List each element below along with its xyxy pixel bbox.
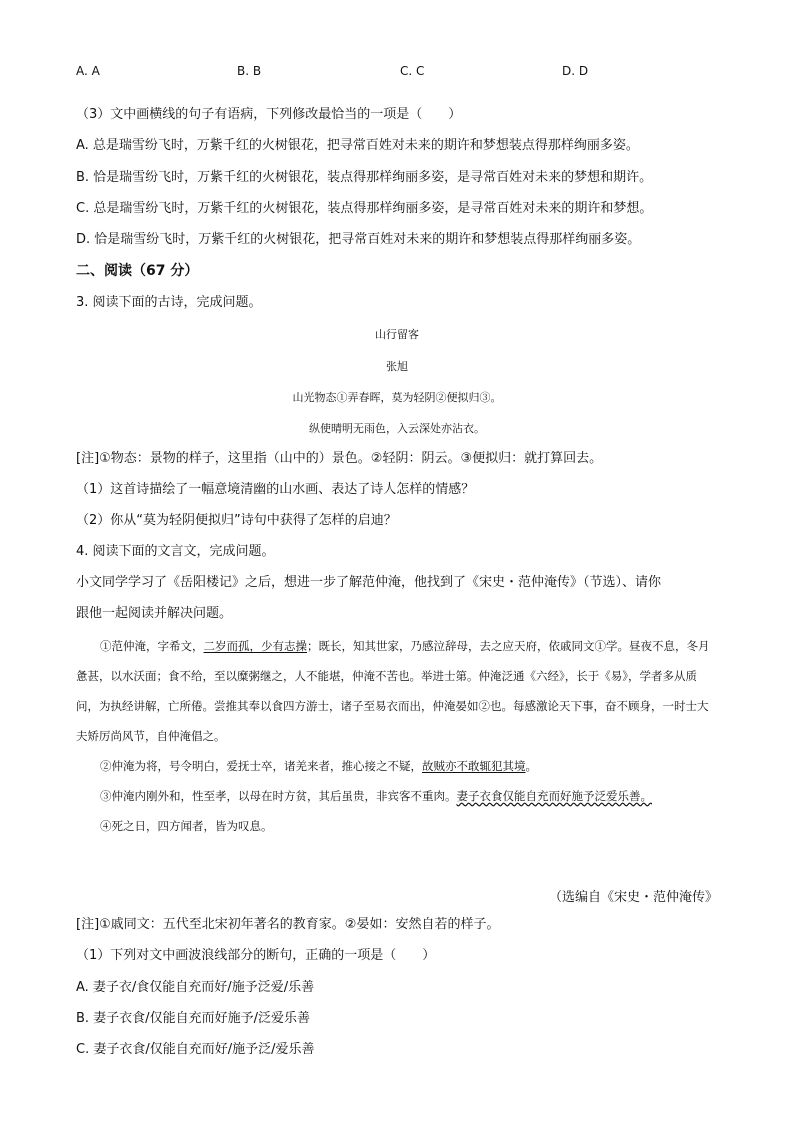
passage-paragraph-2: ②仲淹为将，号令明白，爱抚士卒，诸羌来者，推心接之不疑，故贼亦不敢辄犯其境。 (100, 759, 537, 773)
prose-passage (76, 631, 716, 841)
q3-option-c: C. 总是瑞雪纷飞时，万紫千红的火树银花，装点得那样绚丽多姿，是寻常百姓对未来的期许和梦想。 (76, 201, 653, 216)
option-c: C. C (400, 64, 425, 78)
q3-stem: （3）文中画横线的句子有语病，下列修改最恰当的一项是（ ） (76, 107, 462, 122)
prose-lead-line-2: 跟他一起阅读并解决问题。 (76, 606, 233, 621)
wavy-underlined-sentence: 妻子衣食仅能自充而好施予泛爱乐善。 (456, 789, 652, 803)
passage-paragraph-3: ③仲淹内刚外和，性至孝，以母在时方贫，其后虽贵，非宾客不重肉。妻子衣食仅能自充而好施予泛爱乐善。 (100, 789, 652, 803)
prose-note: [注]①戚同文：五代至北宋初年著名的教育家。②晏如：安然自若的样子。 (76, 917, 500, 932)
passage-paragraph-4: ④死之日，四方闻者，皆为叹息。 (100, 819, 273, 833)
prose-lead-line-1: 小文同学学习了《岳阳楼记》之后，想进一步了解范仲淹，他找到了《宋史・范仲淹传》（节选）、请你 (76, 575, 662, 590)
poem-title: 山行留客 (375, 328, 419, 341)
poem-subquestion-1: （1）这首诗描绘了一幅意境清幽的山水画、表达了诗人怎样的情感？ (76, 482, 475, 497)
prose-option-b: B. 妻子衣食/仅能自充而好施予/泛爱乐善 (76, 1011, 310, 1026)
poem-line-2: 纵使晴明无雨色，入云深处亦沾衣。 (309, 422, 485, 435)
prose-subquestion-1: （1）下列对文中画波浪线部分的断句，正确的一项是（ ） (76, 948, 436, 963)
option-b: B. B (237, 64, 262, 78)
prose-option-a: A. 妻子衣/食仅能自充而好/施予泛爱/乐善 (76, 980, 315, 995)
underlined-phrase: 故贼亦不敢辄犯其境 (422, 759, 526, 773)
option-a: A. A (76, 64, 100, 78)
underlined-phrase: 二岁而孤，少有志操 (203, 639, 307, 653)
passage-source: （选编自《宋史・范仲淹传》 (548, 890, 718, 905)
poem-author: 张旭 (386, 360, 408, 373)
poem-question-intro: 3. 阅读下面的古诗，完成问题。 (76, 295, 262, 310)
poem-note: [注]①物态：景物的样子，这里指（山中的）景色。②轻阴：阴云。③便拟归：就打算回去。 (76, 451, 603, 466)
section-heading: 二、阅读（67 分） (76, 263, 199, 279)
option-d: D. D (562, 64, 589, 78)
poem-subquestion-2: （2）你从“莫为轻阴便拟归”诗句中获得了怎样的启迪？ (76, 513, 397, 528)
q3-option-b: B. 恰是瑞雪纷飞时，万紫千红的火树银花，装点得那样绚丽多姿，是寻常百姓对未来的梦想和期许。 (76, 170, 653, 185)
poem-line-1: 山光物态①弄春晖，莫为轻阴②便拟归③。 (292, 391, 502, 404)
prose-option-c: C. 妻子衣食/仅能自充而好/施予泛/爱乐善 (76, 1042, 315, 1057)
q3-option-d: D. 恰是瑞雪纷飞时，万紫千红的火树银花，把寻常百姓对未来的期许和梦想装点得那样绚丽多姿。 (76, 232, 641, 247)
prose-question-intro: 4. 阅读下面的文言文，完成问题。 (76, 544, 275, 559)
passage-paragraph-1: ①范仲淹，字希文，二岁而孤，少有志操；既长，知其世家，乃感泣辞母，去之应天府，依戚同文①学。昼夜不息，冬月惫甚，以水沃面；食不给，至以糜粥继之，人不能堪，仲淹不苦也。举进士第。仲淹泛通《六经》，长于《易》，学者多从质问，为执经讲解，亡所倦。尝推其奉以食四方游士，诸子至易衣而出，仲淹晏如②也。每感激论天下事，奋不顾身，一时士大夫矫厉尚风节，自仲淹倡之。 (76, 639, 710, 743)
q3-option-a: A. 总是瑞雪纷飞时，万紫千红的火树银花，把寻常百姓对未来的期许和梦想装点得那样绚丽多姿。 (76, 138, 639, 153)
